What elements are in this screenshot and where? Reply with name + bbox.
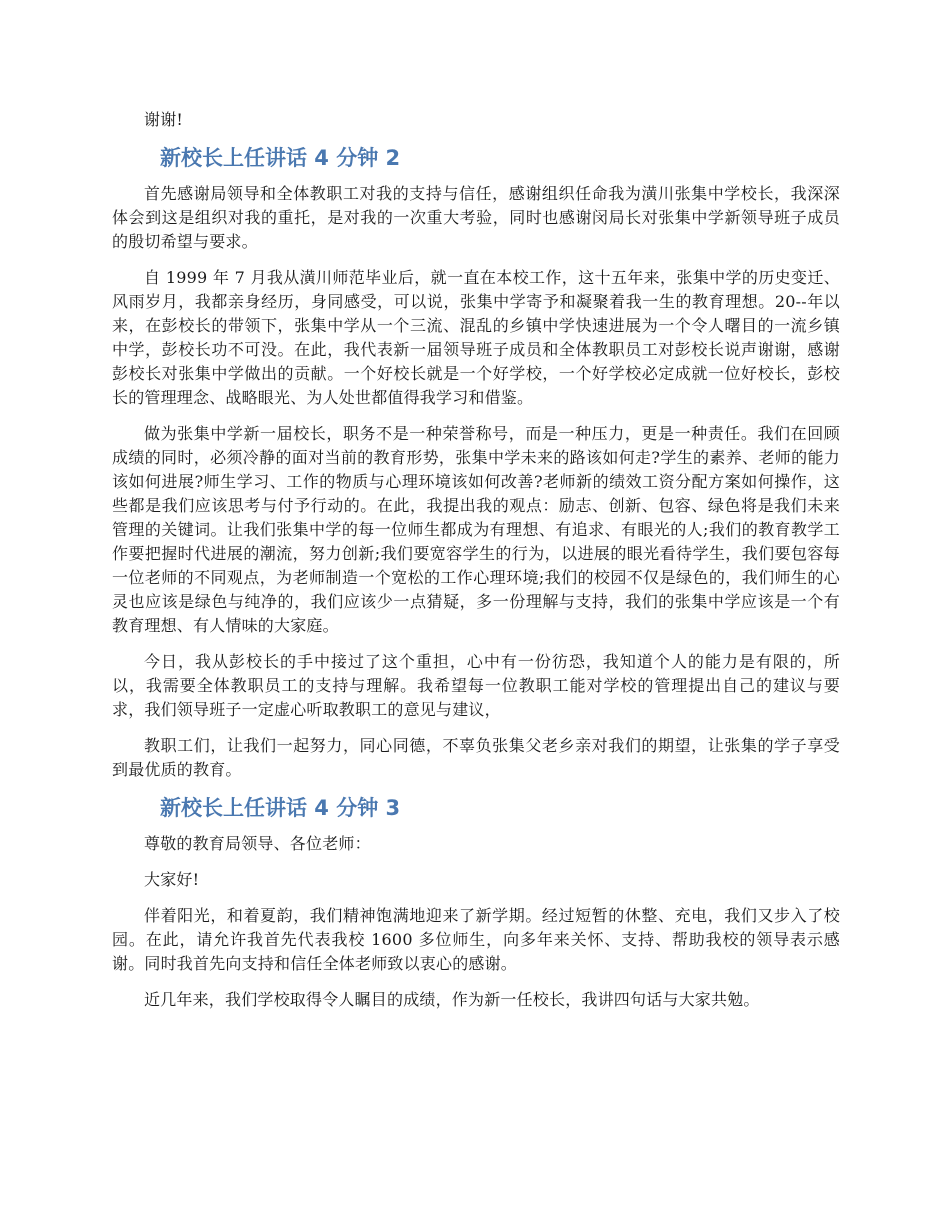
section-heading-2: 新校长上任讲话 4 分钟 2 xyxy=(160,146,401,170)
paragraph: 自 1999 年 7 月我从潢川师范毕业后，就一直在本校工作，这十五年来，张集中学的历史变迁、风雨岁月，我都亲身经历，身同感受，可以说，张集中学寄予和凝聚着我一生的教育理想。20--年以来，在彭校长的带领下，张集中学从一个三流、混乱的乡镇中学快速进展为一个令人曙目的一流乡镇中学，彭校长功不可没。在此，我代表新一届领导班子成员和全体教职员工对彭校长说声谢谢，感谢彭校长对张集中学做出的贡献。一个好校长就是一个好学校，一个好学校必定成就一位好校长，彭校长的管理理念、战略眼光、为人处世都值得我学习和借鉴。 xyxy=(112,268,840,407)
paragraph-salutation: 尊敬的教育局领导、各位老师： xyxy=(144,834,371,853)
section-heading-3: 新校长上任讲话 4 分钟 3 xyxy=(160,796,401,820)
paragraph: 近几年来，我们学校取得令人瞩目的成绩，作为新一任校长，我讲四句话与大家共勉。 xyxy=(144,990,760,1009)
paragraph: 首先感谢局领导和全体教职工对我的支持与信任，感谢组织任命我为潢川张集中学校长，我深深体会到这是组织对我的重托，是对我的一次重大考验，同时也感谢闵局长对张集中学新领导班子成员的殷切希望与要求。 xyxy=(112,184,840,251)
paragraph: 伴着阳光，和着夏韵，我们精神饱满地迎来了新学期。经过短暂的休整、充电，我们又步入了校园。在此，请允许我首先代表我校 1600 多位师生，向多年来关怀、支持、帮助我校的领导表示感谢。同时我首先向支持和信任全体老师致以衷心的感谢。 xyxy=(112,906,840,973)
paragraph-greeting: 大家好! xyxy=(144,870,200,889)
document-page xyxy=(112,108,840,1024)
paragraph-thanks: 谢谢! xyxy=(144,110,184,129)
paragraph: 教职工们，让我们一起努力，同心同德，不辜负张集父老乡亲对我们的期望，让张集的学子享受到最优质的教育。 xyxy=(112,736,840,779)
paragraph: 今日，我从彭校长的手中接过了这个重担，心中有一份彷恐，我知道个人的能力是有限的，所以，我需要全体教职员工的支持与理解。我希望每一位教职工能对学校的管理提出自己的建议与要求，我们领导班子一定虚心听取教职工的意见与建议， xyxy=(112,652,840,719)
paragraph: 做为张集中学新一届校长，职务不是一种荣誉称号，而是一种压力，更是一种责任。我们在回顾成绩的同时，必须冷静的面对当前的教育形势，张集中学未来的路该如何走?学生的素养、老师的能力该如何进展?师生学习、工作的物质与心理环境该如何改善?老师新的绩效工资分配方案如何操作，这些都是我们应该思考与付予行动的。在此，我提出我的观点：励志、创新、包容、绿色将是我们未来管理的关键词。让我们张集中学的每一位师生都成为有理想、有追求、有眼光的人;我们的教育教学工作要把握时代进展的潮流，努力创新;我们要宽容学生的行为，以进展的眼光看待学生，我们要包容每一位老师的不同观点，为老师制造一个宽松的工作心理环境;我们的校园不仅是绿色的，我们师生的心灵也应该是绿色与纯净的，我们应该少一点猜疑，多一份理解与支持，我们的张集中学应该是一个有教育理想、有人情味的大家庭。 xyxy=(112,424,840,635)
